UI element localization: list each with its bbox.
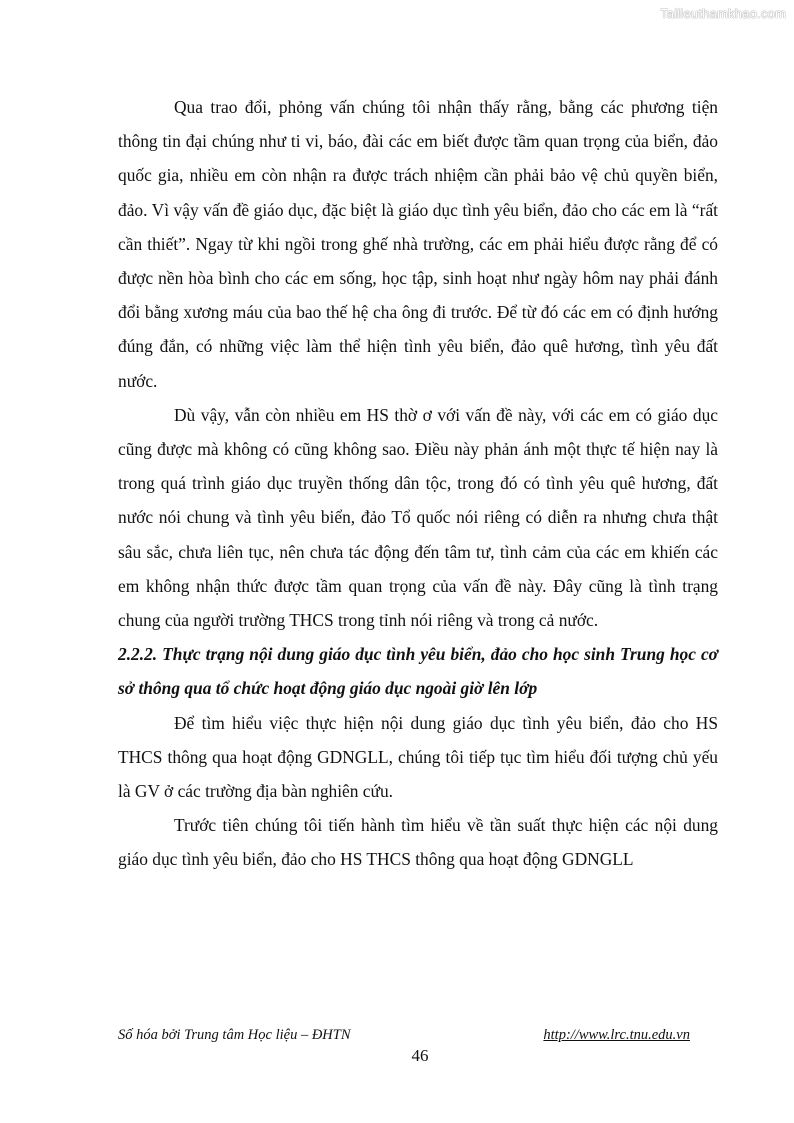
watermark: Tailieuthamkhao.com: [660, 6, 786, 21]
document-body: [118, 90, 718, 877]
page-number: 46: [411, 1046, 429, 1065]
section-heading: 2.2.2. Thực trạng nội dung giáo dục tình yêu biển, đảo cho học sinh Trung học cơ sở thông qua tổ chức hoạt động giáo dục ngoài giờ lên lớp: [118, 644, 718, 699]
paragraph: Dù vậy, vẫn còn nhiều em HS thờ ơ với vấn đề này, với các em có giáo dục cũng được mà không có cũng không sao. Điều này phản ánh một thực tế hiện nay là trong quá trình giáo dục truyền thống dân tộc, trong đó có tình yêu quê hương, đất nước nói chung và tình yêu biển, đảo Tổ quốc nói riêng có diễn ra nhưng chưa thật sâu sắc, chưa liên tục, nên chưa tác động đến tâm tư, tình cảm của các em khiến các em không nhận thức được tầm quan trọng của vấn đề này. Đây cũng là tình trạng chung của người trường THCS trong tỉnh nói riêng và trong cả nước.: [118, 404, 718, 631]
footer-link[interactable]: http://www.lrc.tnu.edu.vn: [543, 1027, 690, 1043]
paragraph: Qua trao đổi, phỏng vấn chúng tôi nhận thấy rằng, bằng các phương tiện thông tin đại chúng như ti vi, báo, đài các em biết được tầm quan trọng của biển, đảo quốc gia, nhiều em còn nhận ra được trách nhiệm cần phải bảo vệ chủ quyền biển, đảo. Vì vậy vấn đề giáo dục, đặc biệt là giáo dục tình yêu biển, đảo cho các em là “rất cần thiết”. Ngay từ khi ngồi trong ghế nhà trường, các em phải hiểu được rằng để có được nền hòa bình cho các em sống, học tập, sinh hoạt như ngày hôm nay phải đánh đổi bằng xương máu của bao thế hệ cha ông đi trước. Để từ đó các em có định hướng đúng đắn, có những việc làm thể hiện tình yêu biển, đảo quê hương, tình yêu đất nước.: [118, 97, 718, 391]
paragraph: Trước tiên chúng tôi tiến hành tìm hiểu về tần suất thực hiện các nội dung giáo dục tình yêu biển, đảo cho HS THCS thông qua hoạt động GDNGLL: [118, 815, 718, 870]
paragraph: Để tìm hiểu việc thực hiện nội dung giáo dục tình yêu biển, đảo cho HS THCS thông qua hoạt động GDNGLL, chúng tôi tiếp tục tìm hiểu đối tượng chủ yếu là GV ở các trường địa bàn nghiên cứu.: [118, 712, 718, 802]
footer-credit: Số hóa bởi Trung tâm Học liệu – ĐHTN: [118, 1027, 351, 1043]
